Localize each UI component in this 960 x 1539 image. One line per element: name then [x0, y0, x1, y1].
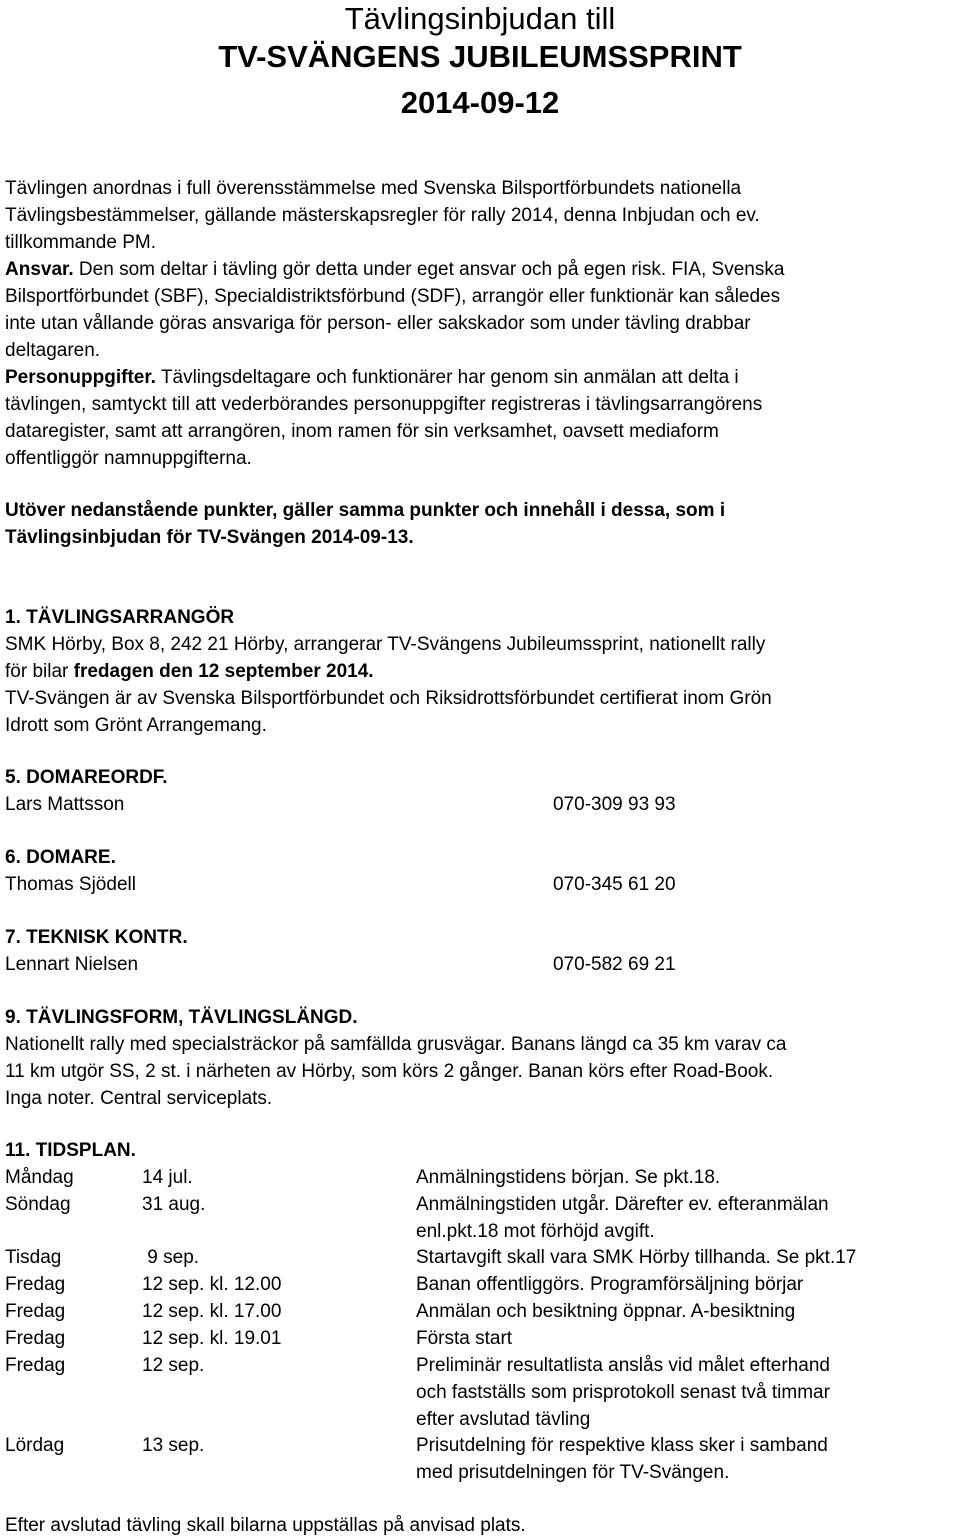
intro-line: deltagaren. [5, 340, 101, 361]
schedule-date: 12 sep. kl. 19.01 [142, 1328, 282, 1349]
official-phone: 070-345 61 20 [553, 874, 676, 895]
title-line-2: TV-SVÄNGENS JUBILEUMSSPRINT [218, 39, 742, 74]
schedule-day: Fredag [5, 1328, 66, 1349]
official-name: Thomas Sjödell [5, 874, 136, 895]
schedule-description: och fastställs som prisprotokoll senast två timmar [416, 1382, 830, 1403]
schedule-description: Anmälningstidens början. Se pkt.18. [416, 1167, 721, 1188]
personuppgifter-text: Tävlingsdeltagare och funktionärer har genom sin anmälan att delta i [155, 367, 739, 388]
schedule-date: 12 sep. [142, 1355, 205, 1376]
schedule-description: Anmälningstiden utgår. Därefter ev. efteranmälan [416, 1194, 829, 1215]
schedule-description: efter avslutad tävling [416, 1409, 591, 1430]
title-line-1: Tävlingsinbjudan till [344, 1, 616, 36]
footer-note: Efter avslutad tävling skall bilarna uppställas på anvisad plats. [5, 1515, 526, 1536]
ansvar-paragraph [5, 257, 784, 283]
intro-line: inte utan vållande göras ansvariga för person- eller sakskador som under tävling drabbar [5, 313, 751, 334]
section-heading: 1. TÄVLINGSARRANGÖR [5, 607, 235, 628]
schedule-date: 31 aug. [142, 1194, 206, 1215]
ansvar-text: Den som deltar i tävling gör detta under eget ansvar och på egen risk. FIA, Svenska [73, 259, 785, 280]
schedule-day: Fredag [5, 1355, 66, 1376]
schedule-day: Fredag [5, 1274, 66, 1295]
section-text: Idrott som Grönt Arrangemang. [5, 715, 267, 736]
personuppgifter-label: Personuppgifter. [5, 367, 156, 388]
ansvar-label: Ansvar. [5, 259, 74, 280]
schedule-description: Anmälan och besiktning öppnar. A-besiktning [416, 1301, 796, 1322]
intro-line: tävlingen, samtyckt till att vederbörandes personuppgifter registreras i tävlingsarrangörens [5, 394, 763, 415]
section-text: TV-Svängen är av Svenska Bilsportförbundet och Riksidrottsförbundet certifierat inom Grön [5, 688, 772, 709]
section-text [5, 659, 374, 685]
section-heading: 11. TIDSPLAN. [5, 1140, 136, 1161]
schedule-day: Måndag [5, 1167, 74, 1188]
intro-line: Tävlingsbestämmelser, gällande mästerskapsregler för rally 2014, denna Inbjudan och ev. [5, 205, 760, 226]
section-text: SMK Hörby, Box 8, 242 21 Hörby, arrangerar TV-Svängens Jubileumssprint, nationellt rally [5, 634, 766, 655]
schedule-description: Startavgift skall vara SMK Hörby tillhanda. Se pkt.17 [416, 1247, 857, 1268]
intro-line: offentliggör namnuppgifterna. [5, 448, 252, 469]
schedule-date: 12 sep. kl. 17.00 [142, 1301, 282, 1322]
official-phone: 070-309 93 93 [553, 794, 676, 815]
schedule-day: Lördag [5, 1435, 65, 1456]
schedule-date: 13 sep. [142, 1435, 205, 1456]
intro-line: Tävlingen anordnas i full överensstämmelse med Svenska Bilsportförbundets nationella [5, 178, 742, 199]
section-text: 11 km utgör SS, 2 st. i närheten av Hörby, som körs 2 gånger. Banan körs efter Road-Book. [5, 1061, 774, 1082]
personuppgifter-paragraph [5, 365, 739, 391]
schedule-day: Fredag [5, 1301, 66, 1322]
section-heading: 6. DOMARE. [5, 847, 116, 868]
schedule-description: Första start [416, 1328, 513, 1349]
section-text-part: för bilar [5, 661, 74, 682]
section-heading: 9. TÄVLINGSFORM, TÄVLINGSLÄNGD. [5, 1007, 358, 1028]
official-name: Lennart Nielsen [5, 954, 139, 975]
section-text: Inga noter. Central serviceplats. [5, 1088, 273, 1109]
notice-line: Tävlingsinbjudan för TV-Svängen 2014-09-13. [5, 527, 414, 548]
schedule-date: 14 jul. [142, 1167, 193, 1188]
schedule-description: Preliminär resultatlista anslås vid målet efterhand [416, 1355, 830, 1376]
intro-line: tillkommande PM. [5, 232, 156, 253]
notice-line: Utöver nedanstående punkter, gäller samma punkter och innehåll i dessa, som i [5, 500, 726, 521]
section-heading: 5. DOMAREORDF. [5, 767, 168, 788]
schedule-description: enl.pkt.18 mot förhöjd avgift. [416, 1221, 655, 1242]
schedule-day: Tisdag [5, 1247, 62, 1268]
section-heading: 7. TEKNISK KONTR. [5, 927, 188, 948]
schedule-description: Banan offentliggörs. Programförsäljning börjar [416, 1274, 804, 1295]
title-date: 2014-09-12 [400, 85, 560, 120]
section-text: Nationellt rally med specialsträckor på samfällda grusvägar. Banans längd ca 35 km varav ca [5, 1034, 787, 1055]
event-date: fredagen den 12 september 2014. [73, 661, 374, 682]
intro-line: Bilsportförbundet (SBF), Specialdistriktsförbund (SDF), arrangör eller funktionär kan således [5, 286, 781, 307]
official-name: Lars Mattsson [5, 794, 125, 815]
intro-line: dataregister, samt att arrangören, inom ramen för sin verksamhet, oavsett mediaform [5, 421, 719, 442]
schedule-date: 12 sep. kl. 12.00 [142, 1274, 282, 1295]
schedule-date: 9 sep. [142, 1247, 200, 1268]
schedule-description: Prisutdelning för respektive klass sker i samband [416, 1435, 828, 1456]
official-phone: 070-582 69 21 [553, 954, 676, 975]
schedule-day: Söndag [5, 1194, 71, 1215]
schedule-description: med prisutdelningen för TV-Svängen. [416, 1462, 730, 1483]
